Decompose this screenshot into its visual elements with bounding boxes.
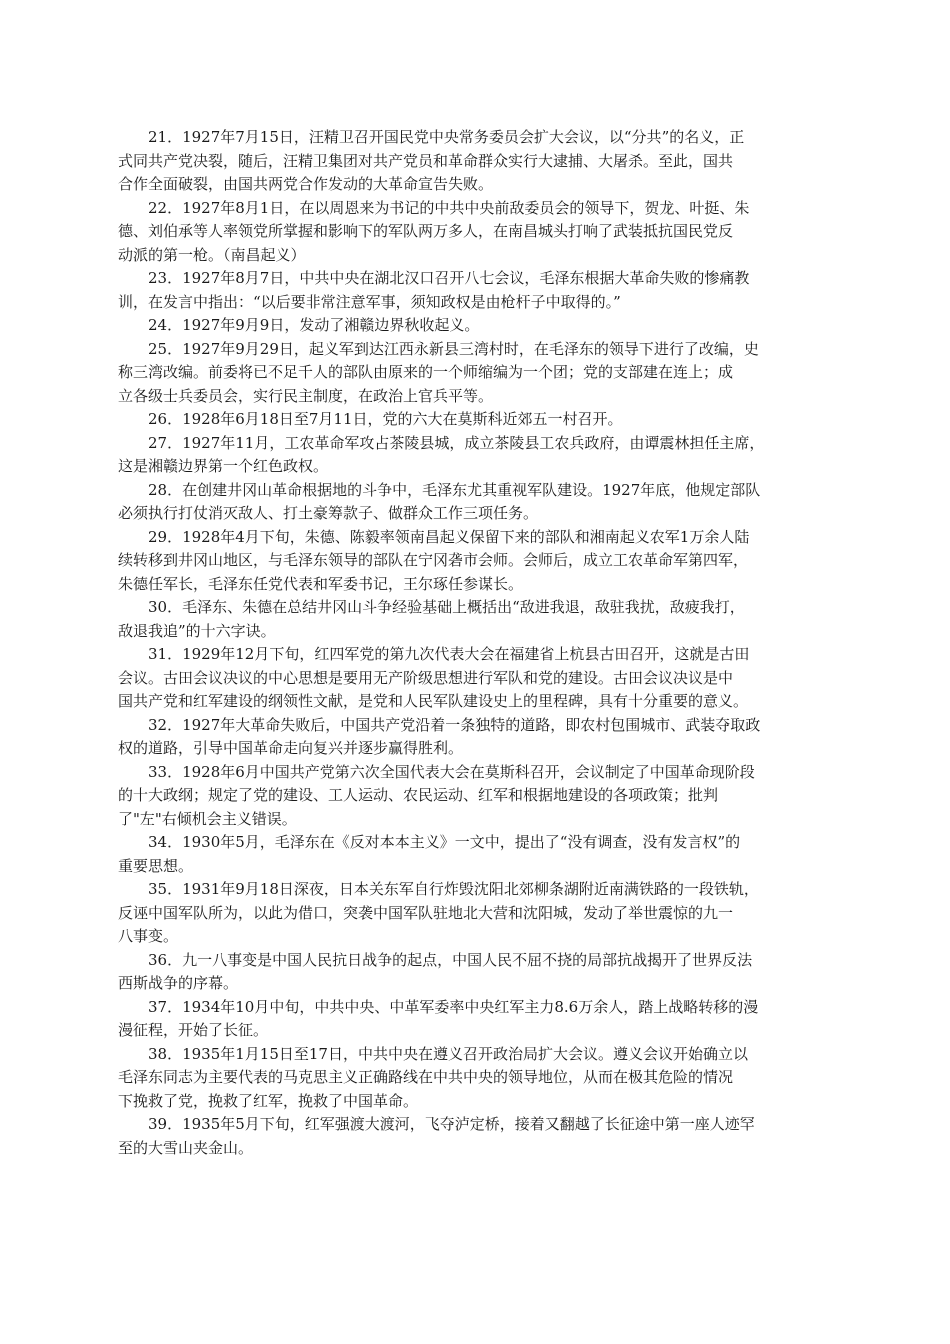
item-31: 31．1929年12月下旬，红四军党的第九次代表大会在福建省上杭县古田召开，这就是古田 会议。古田会议决议的中心思想是要用无产阶级思想进行军队和党的建设。古田会议决议是中 国共产党和红军建设的纲领性文献，是党和人民军队建设史上的里程碑，具有十分重要的意义。 [118,645,750,710]
item-22: 22．1927年8月1日，在以周恩来为书记的中共中央前敌委员会的领导下，贺龙、叶挺、朱 德、刘伯承等人率领党所掌握和影响下的军队两万多人，在南昌城头打响了武装抵抗国民党反 动派的第一枪。（南昌起义） [118,198,750,264]
item-25: 25．1927年9月29日，起义军到达江西永新县三湾村时，在毛泽东的领导下进行了改编，史 称三湾改编。前委将已不足千人的部队由原来的一个师缩编为一个团；党的支部建在连上；成 立各级士兵委员会，实行民主制度，在政治上官兵平等。 [118,339,759,405]
item-24: 24．1927年9月9日，发动了湘赣边界秋收起义。 [148,316,480,334]
item-26: 26．1928年6月18日至7月11日，党的六大在莫斯科近郊五一村召开。 [148,410,623,428]
item-29: 29．1928年4月下旬，朱德、陈毅率领南昌起义保留下来的部队和湘南起义农军1万余人陆 续转移到井冈山地区，与毛泽东领导的部队在宁冈砻市会师。会师后，成立工农革命军第四军， 朱德任军长，毛泽东任党代表和军委书记，王尔琢任参谋长。 [118,527,750,593]
item-39: 39．1935年5月下旬，红军强渡大渡河，飞夺泸定桥，接着又翻越了长征途中第一座人迹罕 至的大雪山夹金山。 [118,1115,755,1157]
item-27: 27．1927年11月，工农革命军攻占茶陵县城，成立茶陵县工农兵政府，由谭震林担任主席， 这是湘赣边界第一个红色政权。 [118,433,765,475]
item-35: 35．1931年9月18日深夜，日本关东军自行炸毁沈阳北郊柳条湖附近南满铁路的一段铁轨， 反诬中国军队所为，以此为借口，突袭中国军队驻地北大营和沈阳城，发动了举世震惊的九一 八事变。 [118,880,759,945]
item-37: 37．1934年10月中旬，中共中央、中革军委率中央红军主力8.6万余人，踏上战略转移的漫 漫征程，开始了长征。 [118,997,759,1039]
document-body [118,126,818,1160]
item-28: 28．在创建井冈山革命根据地的斗争中，毛泽东尤其重视军队建设。1927年底，他规定部队 必须执行打仗消灭敌人、打土豪筹款子、做群众工作三项任务。 [118,480,761,522]
item-33: 33．1928年6月中国共产党第六次全国代表大会在莫斯科召开，会议制定了中国革命现阶段 的十大政纲；规定了党的建设、工人运动、农民运动、红军和根据地建设的各项政策；批判 了"左"右倾机会主义错误。 [118,762,755,828]
item-36: 36．九一八事变是中国人民抗日战争的起点，中国人民不屈不挠的局部抗战揭开了世界反法 西斯战争的序幕。 [118,950,753,992]
item-23: 23．1927年8月7日，中共中央在湖北汉口召开八七会议，毛泽东根据大革命失败的惨痛教 训，在发言中指出：“以后要非常注意军事，须知政权是由枪杆子中取得的。” [118,269,750,311]
item-38: 38．1935年1月15日至17日，中共中央在遵义召开政治局扩大会议。遵义会议开始确立以 毛泽东同志为主要代表的马克思主义正确路线在中共中央的领导地位，从而在极其危险的情况 下挽救了党，挽救了红军，挽救了中国革命。 [118,1044,748,1110]
item-30: 30．毛泽东、朱德在总结井冈山斗争经验基础上概括出“敌进我退，敌驻我扰，敌疲我打， 敌退我追”的十六字诀。 [118,598,745,640]
item-32: 32．1927年大革命失败后，中国共产党沿着一条独特的道路，即农村包围城市、武装夺取政 权的道路，引导中国革命走向复兴并逐步赢得胜利。 [118,715,761,757]
item-21: 21．1927年7月15日，汪精卫召开国民党中央常务委员会扩大会议，以“分共”的名义，正 式同共产党决裂，随后，汪精卫集团对共产党员和革命群众实行大逮捕、大屠杀。至此，国共 合作全面破裂，由国共两党合作发动的大革命宣告失败。 [118,128,745,193]
item-34: 34．1930年5月，毛泽东在《反对本本主义》一文中，提出了“没有调查，没有发言权”的 重要思想。 [118,833,741,875]
